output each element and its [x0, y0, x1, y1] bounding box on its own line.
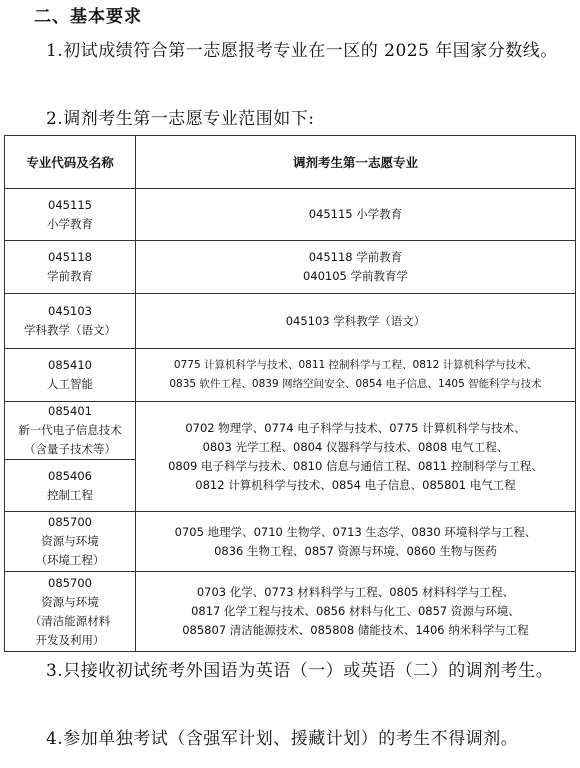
major-code: 045115: [48, 197, 92, 212]
scope-line: 0705 地理学、0710 生物学、0713 生态学、0830 环境科学与工程、: [174, 524, 537, 539]
scope-line: 0702 物理学、0774 电子科学与技术、0775 计算机科学与技术、: [185, 420, 526, 435]
scope-line: 0775 计算机科学与技术、0811 控制科学与工程、0812 计算机科学与技术、: [173, 359, 538, 371]
requirement-4: 4.参加单独考试（含强军计划、援藏计划）的考生不得调剂。: [46, 729, 519, 749]
header-first-choice-scope: 调剂考生第一志愿专业: [136, 136, 576, 189]
scope-line: 0817 化学工程与技术、0856 材料与化工、0857 资源与环境、: [191, 604, 520, 618]
major-cell: [5, 349, 136, 402]
table-row: [5, 189, 576, 241]
scope-line: 085807 清洁能源技术、085808 储能技术、1406 纳米科学与工程: [182, 623, 529, 637]
major-name: 学前教育: [47, 269, 93, 283]
scope-line: 0809 电子科学与技术、0810 信息与通信工程、0811 控制科学与工程、: [168, 458, 543, 473]
major-name: 学科教学（语文）: [24, 323, 116, 337]
scope-line: 0703 化学、0773 材料科学与工程、0805 材料科学与工程、: [196, 585, 515, 599]
scope-line: 0812 计算机科学与技术、0854 电子信息、085801 电气工程: [195, 477, 516, 492]
scope-cell: [136, 241, 576, 294]
scope-line: 040105 学前教育学: [302, 269, 409, 283]
scope-line: 0803 光学工程、0804 仪器科学与技术、0808 电气工程、: [202, 439, 509, 454]
header-major-code: 专业代码及名称: [5, 136, 136, 189]
scope-line: 045115 小学教育: [308, 207, 403, 221]
major-note: （清洁能源材料: [29, 613, 111, 628]
major-code: 085700: [48, 515, 92, 529]
scope-cell: [136, 189, 576, 241]
major-cell: [5, 189, 136, 241]
major-note: 开发及利用）: [35, 632, 105, 647]
major-cell: [5, 460, 136, 512]
major-name: 小学教育: [47, 216, 93, 231]
scope-cell: [136, 294, 576, 349]
major-cell: [5, 572, 136, 652]
major-code: 085401: [48, 404, 92, 418]
major-code: 085700: [48, 575, 92, 590]
scope-line: 045103 学科教学（语文）: [285, 313, 426, 328]
table-row: [5, 512, 576, 572]
scope-line: 0835 软件工程、0839 网络空间安全、0854 电子信息、1405 智能科学与技术: [169, 378, 542, 390]
scope-line: 0836 生物工程、0857 资源与环境、0860 生物与医药: [214, 543, 497, 558]
major-code: 045118: [48, 250, 92, 264]
major-code: 085406: [48, 468, 92, 483]
major-cell: [5, 294, 136, 349]
major-name: 人工智能: [47, 377, 93, 391]
table-header-row: [5, 136, 576, 189]
scope-cell: [136, 402, 576, 512]
requirement-2: 2.调剂考生第一志愿专业范围如下:: [46, 109, 315, 129]
major-name: 资源与环境: [41, 594, 99, 609]
major-note: （含量子技术等）: [24, 442, 116, 456]
scope-cell: [136, 512, 576, 572]
major-name: 资源与环境: [41, 534, 99, 548]
scope-cell: [136, 349, 576, 402]
requirement-3: 3.只接收初试统考外国语为英语（一）或英语（二）的调剂考生。: [46, 661, 554, 681]
table-row: [5, 349, 576, 402]
table-row: [5, 572, 576, 652]
scope-cell: [136, 572, 576, 652]
section-heading: 二、基本要求: [34, 7, 142, 27]
scope-line: 045118 学前教育: [308, 250, 403, 264]
major-cell: [5, 402, 136, 460]
adjustment-table: [4, 135, 576, 652]
table-row: [5, 402, 576, 460]
major-code: 085410: [48, 358, 92, 372]
major-note: （环境工程）: [35, 553, 105, 567]
requirement-1: 1.初试成绩符合第一志愿报考专业在一区的 2025 年国家分数线。: [46, 41, 558, 61]
major-code: 045103: [48, 304, 92, 318]
major-name: 控制工程: [47, 487, 93, 502]
table-row: [5, 294, 576, 349]
table-row: [5, 241, 576, 294]
major-name: 新一代电子信息技术: [18, 423, 122, 437]
major-cell: [5, 512, 136, 572]
major-cell: [5, 241, 136, 294]
